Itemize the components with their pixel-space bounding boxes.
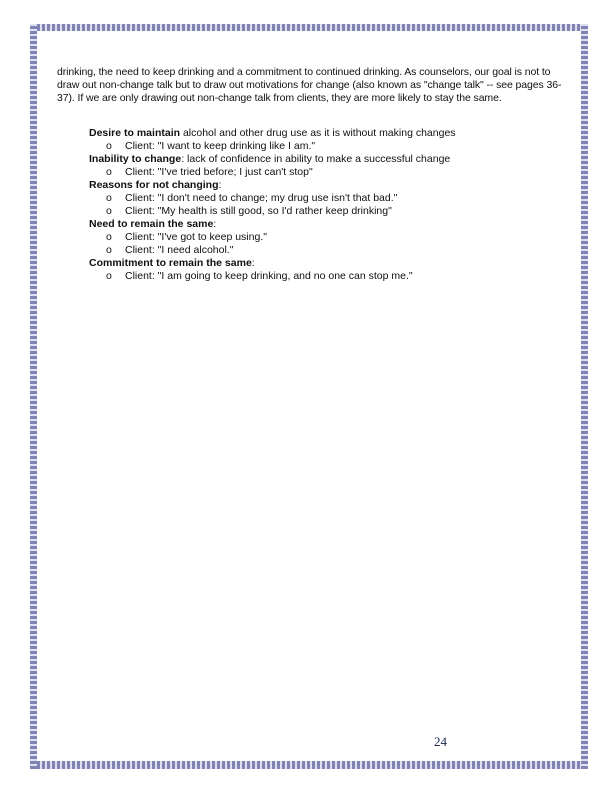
item-description: : (213, 218, 217, 230)
client-quote (89, 205, 456, 218)
item-description: : (251, 257, 255, 269)
page-number: 24 (434, 734, 447, 749)
page-border-top (30, 24, 588, 31)
item-term: Reasons for not changing (89, 179, 219, 191)
quote-text: Client: "I've got to keep using." (125, 231, 267, 243)
intro-paragraph: drinking, the need to keep drinking and a commitment to continued drinking. As counselors, our goal is not to draw out non-change talk but to draw out motivations for change (also known as "change talk" -- see pages 36-37). If we are only drawing out non-change talk from clients, they are more likely to stay the same. (57, 66, 562, 104)
item-term: Inability to change (89, 153, 182, 165)
list-item-heading (89, 153, 456, 166)
page-border-bottom (30, 761, 588, 769)
page-border-right (581, 24, 588, 769)
bullet-icon: o (106, 166, 112, 178)
non-change-talk-list (89, 127, 456, 283)
bullet-icon: o (106, 140, 112, 152)
client-quote (89, 244, 456, 257)
bullet-icon: o (106, 244, 112, 256)
item-term: Need to remain the same (89, 218, 214, 230)
client-quote (89, 140, 456, 153)
client-quote (89, 231, 456, 244)
quote-text: Client: "I need alcohol." (125, 244, 234, 256)
item-description: alcohol and other drug use as it is without making changes (180, 127, 456, 139)
page-border-left (30, 24, 37, 769)
list-item-heading (89, 127, 456, 140)
quote-text: Client: "I am going to keep drinking, and no one can stop me." (125, 270, 413, 282)
client-quote (89, 166, 456, 179)
bullet-icon: o (106, 192, 112, 204)
list-item-heading (89, 257, 456, 270)
quote-text: Client: "I've tried before; I just can't stop" (125, 166, 313, 178)
bullet-icon: o (106, 231, 112, 243)
quote-text: Client: "My health is still good, so I'd rather keep drinking" (125, 205, 392, 217)
item-description: : lack of confidence in ability to make a successful change (181, 153, 451, 165)
client-quote (89, 270, 456, 283)
client-quote (89, 192, 456, 205)
item-term: Commitment to remain the same (89, 257, 252, 269)
bullet-icon: o (106, 205, 112, 217)
quote-text: Client: "I want to keep drinking like I am." (125, 140, 316, 152)
quote-text: Client: "I don't need to change; my drug use isn't that bad." (125, 192, 398, 204)
item-description: : (218, 179, 222, 191)
list-item-heading (89, 218, 456, 231)
bullet-icon: o (106, 270, 112, 282)
list-item-heading (89, 179, 456, 192)
item-term: Desire to maintain (89, 127, 181, 139)
